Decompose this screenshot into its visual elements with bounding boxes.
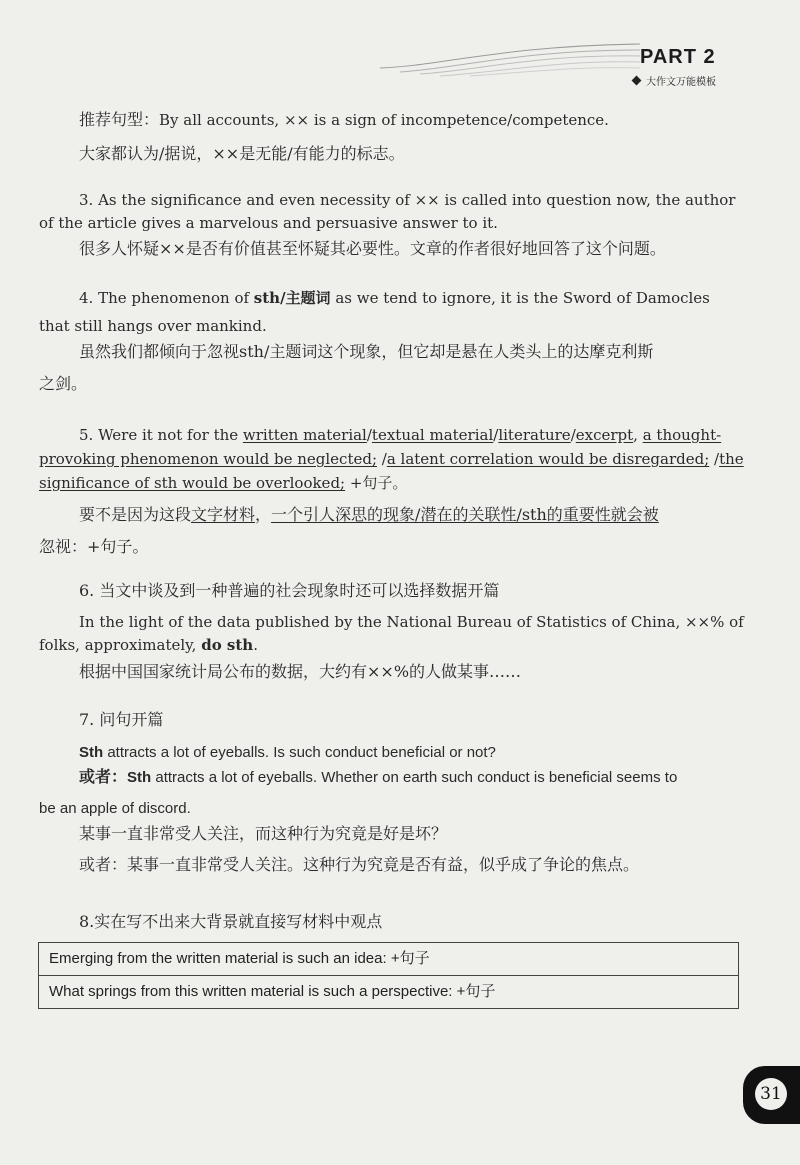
part-subtitle-text: 大作文万能模板 <box>646 77 716 88</box>
item5-en-line3 <box>39 473 407 493</box>
header-wave-decoration <box>380 38 640 78</box>
item5-u6: provoking phenomenon would be neglected; <box>39 450 377 468</box>
item5-u7: a latent correlation would be disregarded; <box>386 450 710 468</box>
item4-en-line2: that still hangs over mankind. <box>39 317 267 335</box>
part-subtitle <box>633 73 716 88</box>
intro-en <box>79 110 609 130</box>
item7-cn1: 某事一直非常受人关注，而这种行为究竟是好是坏？ <box>79 824 448 843</box>
item6-en-post: . <box>253 636 258 654</box>
item4-cn-line2: 之剑。 <box>39 374 88 393</box>
item7-en1-text: attracts a lot of eyeballs. Is such conduct beneficial or not? <box>103 744 496 761</box>
item7-en2-bold: Sth <box>127 769 152 786</box>
item4-en-pre: 4. The phenomenon of <box>79 289 254 307</box>
item5-u9: significance of sth would be overlooked; <box>39 474 346 492</box>
item6-heading: 6. 当文中谈及到一种普遍的社会现象时还可以选择数据开篇 <box>79 581 500 600</box>
item5-cn-line2: 忽视：+句子。 <box>39 537 149 556</box>
item5-en-pre: 5. Were it not for the <box>79 426 243 444</box>
item5-cn-u1: 文字材料 <box>191 505 256 524</box>
part-title: PART 2 <box>640 46 716 68</box>
item4-en-bold: sth/主题词 <box>253 289 331 307</box>
item5-u8: the <box>719 450 744 468</box>
diamond-icon <box>632 76 642 86</box>
item5-cn-mid: ， <box>255 505 272 524</box>
intro-cn: 大家都认为/据说，××是无能/有能力的标志。 <box>79 144 405 163</box>
item5-u3: literature <box>498 426 571 444</box>
item5-u4: excerpt <box>575 426 634 444</box>
item5-sep6: / <box>377 450 387 468</box>
item5-cn-pre: 要不是因为这段 <box>79 505 192 524</box>
item4-en-post: as we tend to ignore, it is the Sword of Damocles <box>330 289 710 307</box>
item4-en-line1 <box>79 288 710 308</box>
item5-en-line2 <box>39 449 744 469</box>
item7-en1-bold: Sth <box>79 744 104 761</box>
item7-en1 <box>79 743 496 763</box>
item8-row2: What springs from this written material is such a perspective: +句子 <box>38 975 739 1009</box>
item6-en-line2 <box>39 635 258 655</box>
item5-tail: +句子。 <box>345 474 408 492</box>
page-number-tab <box>743 1066 800 1124</box>
item5-u2: textual material <box>371 426 494 444</box>
item7-en2 <box>79 768 677 788</box>
item3-cn: 很多人怀疑××是否有价值甚至怀疑其必要性。文章的作者很好地回答了这个问题。 <box>79 239 666 258</box>
item3-en-line1: 3. As the significance and even necessity of ×× is called into question now, the author <box>79 191 736 209</box>
item5-u1: written material <box>242 426 367 444</box>
item5-cn-line1 <box>79 505 659 525</box>
item6-en-pre: folks, approximately, <box>39 636 202 654</box>
item7-heading: 7. 问句开篇 <box>79 710 164 729</box>
item7-en2-text: attracts a lot of eyeballs. Whether on earth such conduct is beneficial seems to <box>151 769 678 786</box>
intro-label: 推荐句型： <box>79 110 160 129</box>
item3-en-line2: of the article gives a marvelous and persuasive answer to it. <box>39 214 498 232</box>
item4-cn-line1: 虽然我们都倾向于忽视sth/主题词这个现象，但它却是悬在人类头上的达摩克利斯 <box>79 342 654 361</box>
item8-heading: 8.实在写不出来大背景就直接写材料中观点 <box>79 912 383 931</box>
item5-u5: a thought- <box>642 426 722 444</box>
item5-sep7: / <box>709 450 720 468</box>
item5-en-line1: 5. Were it not for the written material/textual material/literature/excerpt, a thought- <box>79 426 722 444</box>
intro-en-text: By all accounts, ×× is a sign of incompetence/competence. <box>159 111 609 129</box>
item8-row1: Emerging from the written material is such an idea: +句子 <box>38 942 739 976</box>
item6-en-bold: do sth <box>201 636 254 654</box>
item6-cn: 根据中国国家统计局公布的数据，大约有××%的人做某事…… <box>79 662 522 681</box>
item7-en2-line2: be an apple of discord. <box>39 800 191 817</box>
item5-cn-u2: 一个引人深思的现象/潜在的关联性/sth的重要性就会被 <box>271 505 659 524</box>
page-number: 31 <box>755 1078 787 1110</box>
item7-or-label: 或者： <box>79 769 128 786</box>
item6-en-line1: In the light of the data published by the National Bureau of Statistics of China, ××% of <box>79 613 744 631</box>
item7-cn2: 或者：某事一直非常受人关注。这种行为究竟是否有益，似乎成了争论的焦点。 <box>79 855 640 874</box>
